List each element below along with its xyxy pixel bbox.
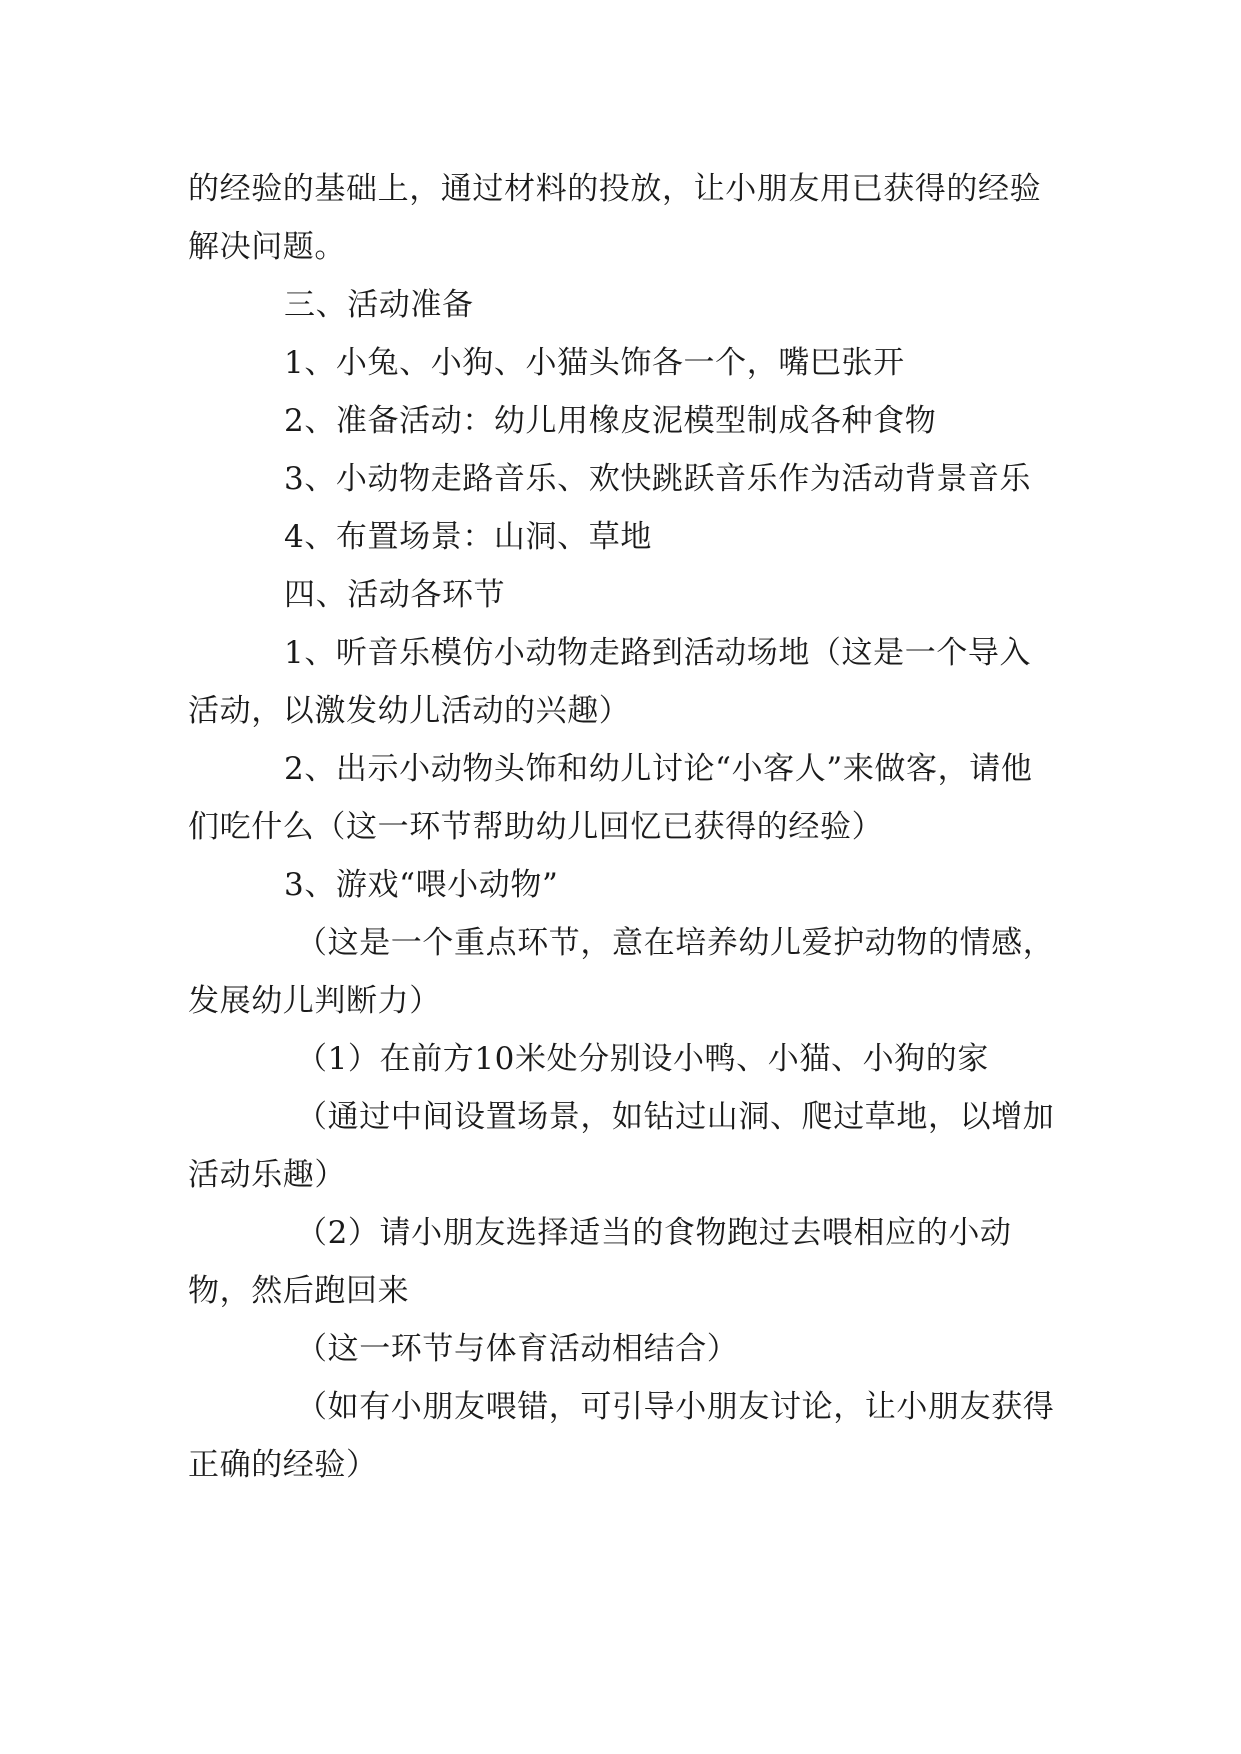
note-scene-setup: （通过中间设置场景，如钻过山洞、爬过草地，以增加活动乐趣）	[188, 1099, 1055, 1193]
document-body	[188, 160, 1058, 1494]
paragraph-continuation: 的经验的基础上，通过材料的投放，让小朋友用已获得的经验解决问题。	[188, 171, 1042, 265]
section-heading-activity-steps: 四、活动各环节	[284, 577, 506, 613]
list-item-prep-1: 1、小兔、小狗、小猫头饰各一个，嘴巴张开	[284, 345, 905, 381]
section-heading-preparation: 三、活动准备	[284, 287, 474, 323]
list-item-step-2: 2、出示小动物头饰和幼儿讨论“小客人”来做客，请他们吃什么（这一环节帮助幼儿回忆已获得的经验）	[188, 751, 1033, 845]
list-item-prep-4: 4、布置场景：山洞、草地	[284, 519, 652, 555]
sub-item-1: （1）在前方10米处分别设小鸭、小猫、小狗的家	[296, 1041, 989, 1077]
list-item-prep-3: 3、小动物走路音乐、欢快跳跃音乐作为活动背景音乐	[284, 461, 1032, 497]
list-item-prep-2: 2、准备活动：幼儿用橡皮泥模型制成各种食物	[284, 403, 937, 439]
list-item-step-3: 3、游戏“喂小动物”	[284, 867, 559, 903]
sub-item-2: （2）请小朋友选择适当的食物跑过去喂相应的小动物，然后跑回来	[188, 1215, 1012, 1309]
note-wrong-feeding: （如有小朋友喂错，可引导小朋友讨论，让小朋友获得正确的经验）	[188, 1389, 1055, 1483]
note-sports-combination: （这一环节与体育活动相结合）	[296, 1331, 739, 1367]
note-key-step: （这是一个重点环节，意在培养幼儿爱护动物的情感，发展幼儿判断力）	[188, 925, 1055, 1019]
list-item-step-1: 1、听音乐模仿小动物走路到活动场地（这是一个导入活动，以激发幼儿活动的兴趣）	[188, 635, 1032, 729]
